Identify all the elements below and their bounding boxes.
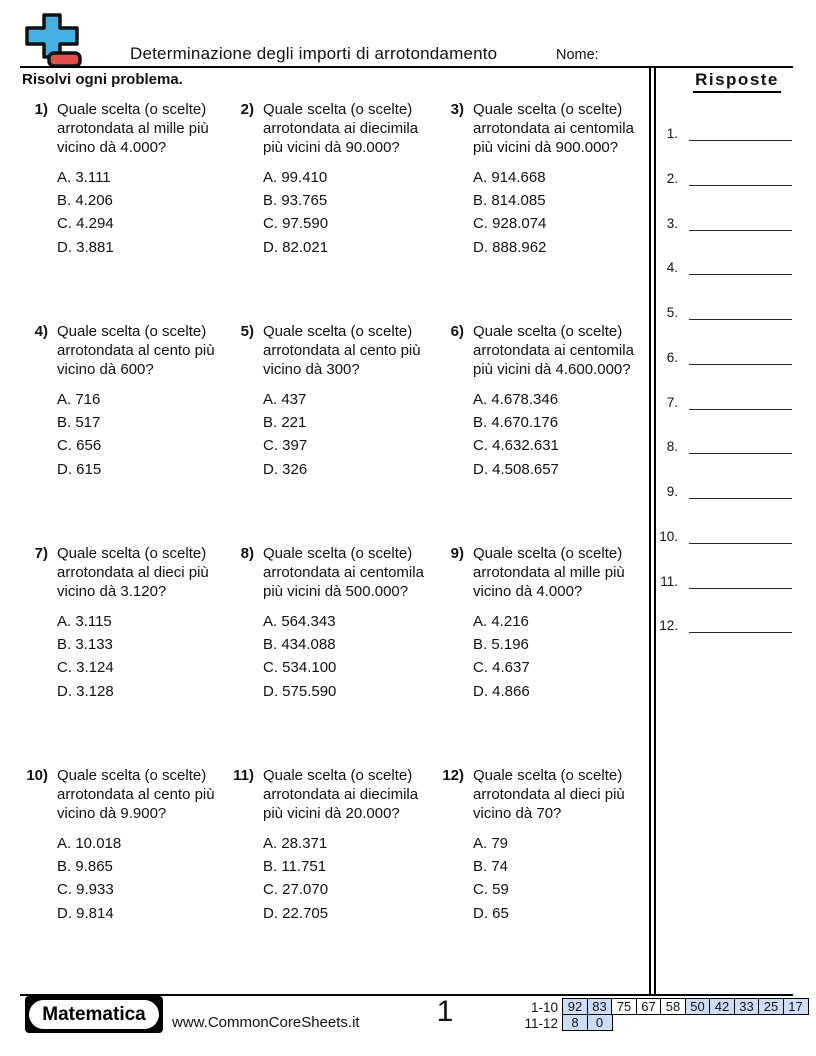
answer-option: C. 27.070 — [263, 881, 329, 899]
score-cell: 17 — [783, 998, 809, 1015]
problem-number: 9) — [450, 545, 464, 562]
answer-option: D. 22.705 — [263, 904, 329, 922]
answer-option: B. 93.765 — [263, 192, 328, 210]
score-cell: 67 — [636, 998, 662, 1015]
answer-blank-line[interactable] — [689, 476, 792, 499]
answer-number: 1. — [666, 126, 678, 141]
answer-number: 6. — [666, 350, 678, 365]
answer-blank-line[interactable] — [689, 387, 792, 410]
answer-blank-line[interactable] — [689, 297, 792, 320]
answer-option: A. 716 — [57, 391, 101, 408]
answer-item — [656, 342, 792, 365]
answer-number: 11. — [660, 574, 678, 589]
problem-cell — [10, 322, 218, 481]
answer-option: A. 4.216 — [473, 613, 529, 630]
header-rule — [20, 66, 793, 68]
answer-item — [656, 521, 792, 544]
answer-option: D. 4.866 — [473, 682, 530, 700]
problem-options — [473, 166, 634, 259]
answer-blank-line[interactable] — [689, 252, 792, 275]
problem-number: 5) — [240, 323, 254, 340]
answer-item — [656, 431, 792, 454]
answer-item — [656, 208, 792, 231]
problem-number: 10) — [26, 767, 48, 784]
website-link[interactable]: www.CommonCoreSheets.it — [172, 1014, 360, 1031]
answer-item — [656, 252, 792, 275]
score-cell: 83 — [587, 998, 613, 1015]
answer-option: D. 888.962 — [473, 238, 547, 256]
answer-option: A. 4.678.346 — [473, 391, 559, 408]
answer-number: 5. — [666, 305, 678, 320]
answer-option: D. 326 — [263, 460, 308, 478]
answer-option: D. 575.590 — [263, 682, 337, 700]
problem-options — [473, 610, 634, 703]
answer-item — [656, 297, 792, 320]
problem-options — [263, 166, 424, 259]
problem-cell — [10, 100, 218, 259]
score-cell: 42 — [709, 998, 735, 1015]
answer-option: D. 82.021 — [263, 238, 329, 256]
brand-label: Matematica — [29, 1000, 159, 1029]
problem-cell — [426, 766, 634, 925]
score-cell: 0 — [587, 1014, 613, 1031]
answer-item — [656, 476, 792, 499]
answer-option: C. 4.632.631 — [473, 437, 559, 455]
answer-option: A. 914.668 — [473, 169, 546, 186]
minus-icon — [49, 53, 80, 66]
problem-options — [263, 610, 424, 703]
problem-number: 2) — [240, 101, 254, 118]
answer-blank-line[interactable] — [689, 521, 792, 544]
score-cell: 50 — [685, 998, 711, 1015]
answer-item — [656, 387, 792, 410]
answer-option: B. 517 — [57, 414, 101, 432]
score-cell: 75 — [611, 998, 637, 1015]
problem-number: 4) — [34, 323, 48, 340]
problem-question: Quale scelta (o scelte) arrotondata ai diecimila più vicini dà 20.000? — [263, 767, 419, 822]
answer-option: B. 5.196 — [473, 636, 529, 654]
score-row-cells-2 — [562, 1014, 613, 1031]
answer-number: 12. — [659, 618, 678, 633]
answer-option: C. 534.100 — [263, 659, 337, 677]
problem-options — [263, 388, 424, 481]
problem-question: Quale scelta (o scelte) arrotondata al mille più vicino dà 4.000? — [473, 545, 625, 600]
problem-options — [473, 832, 634, 925]
answer-number: 9. — [666, 484, 678, 499]
answer-option: C. 59 — [473, 881, 509, 899]
problem-cell — [426, 322, 634, 481]
score-row-label-2: 11-12 — [524, 1016, 558, 1031]
answer-option: B. 4.670.176 — [473, 414, 559, 432]
problem-question: Quale scelta (o scelte) arrotondata ai centomila più vicini dà 4.600.000? — [473, 323, 634, 378]
answer-option: C. 656 — [57, 437, 102, 455]
answer-option: C. 4.294 — [57, 215, 114, 233]
score-cell: 58 — [660, 998, 686, 1015]
problem-question: Quale scelta (o scelte) arrotondata al cento più vicino dà 300? — [263, 323, 421, 378]
answer-option: A. 99.410 — [263, 169, 328, 186]
problem-cell — [426, 100, 634, 259]
page-number: 1 — [436, 995, 454, 1028]
commoncoresheets-logo-icon — [24, 12, 86, 68]
score-cell: 33 — [734, 998, 760, 1015]
problem-options — [57, 166, 218, 259]
answer-blank-line[interactable] — [689, 163, 792, 186]
sidebar-divider-double-line — [649, 68, 656, 994]
answer-option: D. 9.814 — [57, 904, 114, 922]
instructions-text: Risolvi ogni problema. — [22, 71, 183, 88]
answer-option: A. 28.371 — [263, 835, 328, 852]
answer-number: 3. — [666, 216, 678, 231]
answer-option: D. 3.881 — [57, 238, 114, 256]
answer-item — [656, 163, 792, 186]
problem-question: Quale scelta (o scelte) arrotondata ai centomila più vicini dà 500.000? — [263, 545, 424, 600]
problem-question: Quale scelta (o scelte) arrotondata al cento più vicino dà 9.900? — [57, 767, 215, 822]
problem-question: Quale scelta (o scelte) arrotondata ai diecimila più vicini dà 90.000? — [263, 101, 419, 156]
problem-options — [57, 832, 218, 925]
problem-number: 11) — [233, 767, 254, 784]
problem-number: 12) — [442, 767, 464, 784]
problem-cell — [426, 544, 634, 703]
score-cell: 8 — [562, 1014, 588, 1031]
answer-option: B. 3.133 — [57, 636, 113, 654]
problem-options — [57, 610, 218, 703]
problem-question: Quale scelta (o scelte) arrotondata al cento più vicino dà 600? — [57, 323, 215, 378]
answer-option: B. 74 — [473, 858, 509, 876]
problem-cell — [10, 544, 218, 703]
problem-number: 3) — [450, 101, 464, 118]
answer-blank-line[interactable] — [689, 566, 792, 589]
problem-number: 7) — [34, 545, 48, 562]
answer-blank-line[interactable] — [689, 431, 792, 454]
answer-option: C. 928.074 — [473, 215, 547, 233]
answer-number: 2. — [666, 171, 678, 186]
answer-option: B. 434.088 — [263, 636, 336, 654]
problem-number: 8) — [240, 545, 254, 562]
brand-badge — [25, 996, 163, 1033]
answer-option: D. 3.128 — [57, 682, 114, 700]
score-row-cells-1 — [562, 998, 809, 1015]
answer-item — [656, 566, 792, 589]
answer-option: D. 615 — [57, 460, 102, 478]
answer-option: B. 4.206 — [57, 192, 113, 210]
problem-cell — [216, 766, 424, 925]
answer-item — [656, 118, 792, 141]
answer-option: A. 79 — [473, 835, 509, 852]
answer-option: A. 10.018 — [57, 835, 122, 852]
answer-option: B. 11.751 — [263, 858, 327, 876]
problem-number: 1) — [34, 101, 48, 118]
answer-option: D. 65 — [473, 904, 509, 922]
answer-option: C. 3.124 — [57, 659, 114, 677]
score-cell: 25 — [758, 998, 784, 1015]
answer-option: A. 437 — [263, 391, 307, 408]
answer-number: 7. — [666, 395, 678, 410]
answers-panel-title: Risposte — [658, 70, 816, 93]
answer-number: 4. — [666, 260, 678, 275]
plus-icon — [27, 15, 77, 57]
problem-question: Quale scelta (o scelte) arrotondata al dieci più vicino dà 3.120? — [57, 545, 209, 600]
answer-option: C. 9.933 — [57, 881, 114, 899]
answer-blank-line[interactable] — [689, 610, 792, 633]
answer-option: A. 3.111 — [57, 169, 111, 186]
problem-question: Quale scelta (o scelte) arrotondata al mille più vicino dà 4.000? — [57, 101, 209, 156]
answer-option: C. 4.637 — [473, 659, 530, 677]
name-label: Nome: — [556, 47, 599, 63]
answer-blank-line[interactable] — [689, 118, 792, 141]
answer-option: B. 9.865 — [57, 858, 113, 876]
answer-blank-line[interactable] — [689, 208, 792, 231]
problem-cell — [216, 100, 424, 259]
score-row-label-1: 1-10 — [530, 1000, 558, 1015]
problem-cell — [216, 544, 424, 703]
answer-item — [656, 610, 792, 633]
answer-option: C. 397 — [263, 437, 308, 455]
answer-number: 8. — [666, 439, 678, 454]
answer-option: A. 3.115 — [57, 613, 112, 630]
problem-cell — [10, 766, 218, 925]
problem-options — [57, 388, 218, 481]
problem-options — [263, 832, 424, 925]
answer-option: D. 4.508.657 — [473, 460, 559, 478]
problem-question: Quale scelta (o scelte) arrotondata ai centomila più vicini dà 900.000? — [473, 101, 634, 156]
problem-cell — [216, 322, 424, 481]
answer-blank-line[interactable] — [689, 342, 792, 365]
answer-option: B. 221 — [263, 414, 307, 432]
problem-number: 6) — [450, 323, 464, 340]
answer-option: B. 814.085 — [473, 192, 546, 210]
problem-question: Quale scelta (o scelte) arrotondata al dieci più vicino dà 70? — [473, 767, 625, 822]
score-cell: 92 — [562, 998, 588, 1015]
page-title: Determinazione degli importi di arrotondamento — [130, 44, 498, 63]
answer-option: A. 564.343 — [263, 613, 336, 630]
problem-options — [473, 388, 634, 481]
answer-option: C. 97.590 — [263, 215, 329, 233]
answer-number: 10. — [659, 529, 678, 544]
